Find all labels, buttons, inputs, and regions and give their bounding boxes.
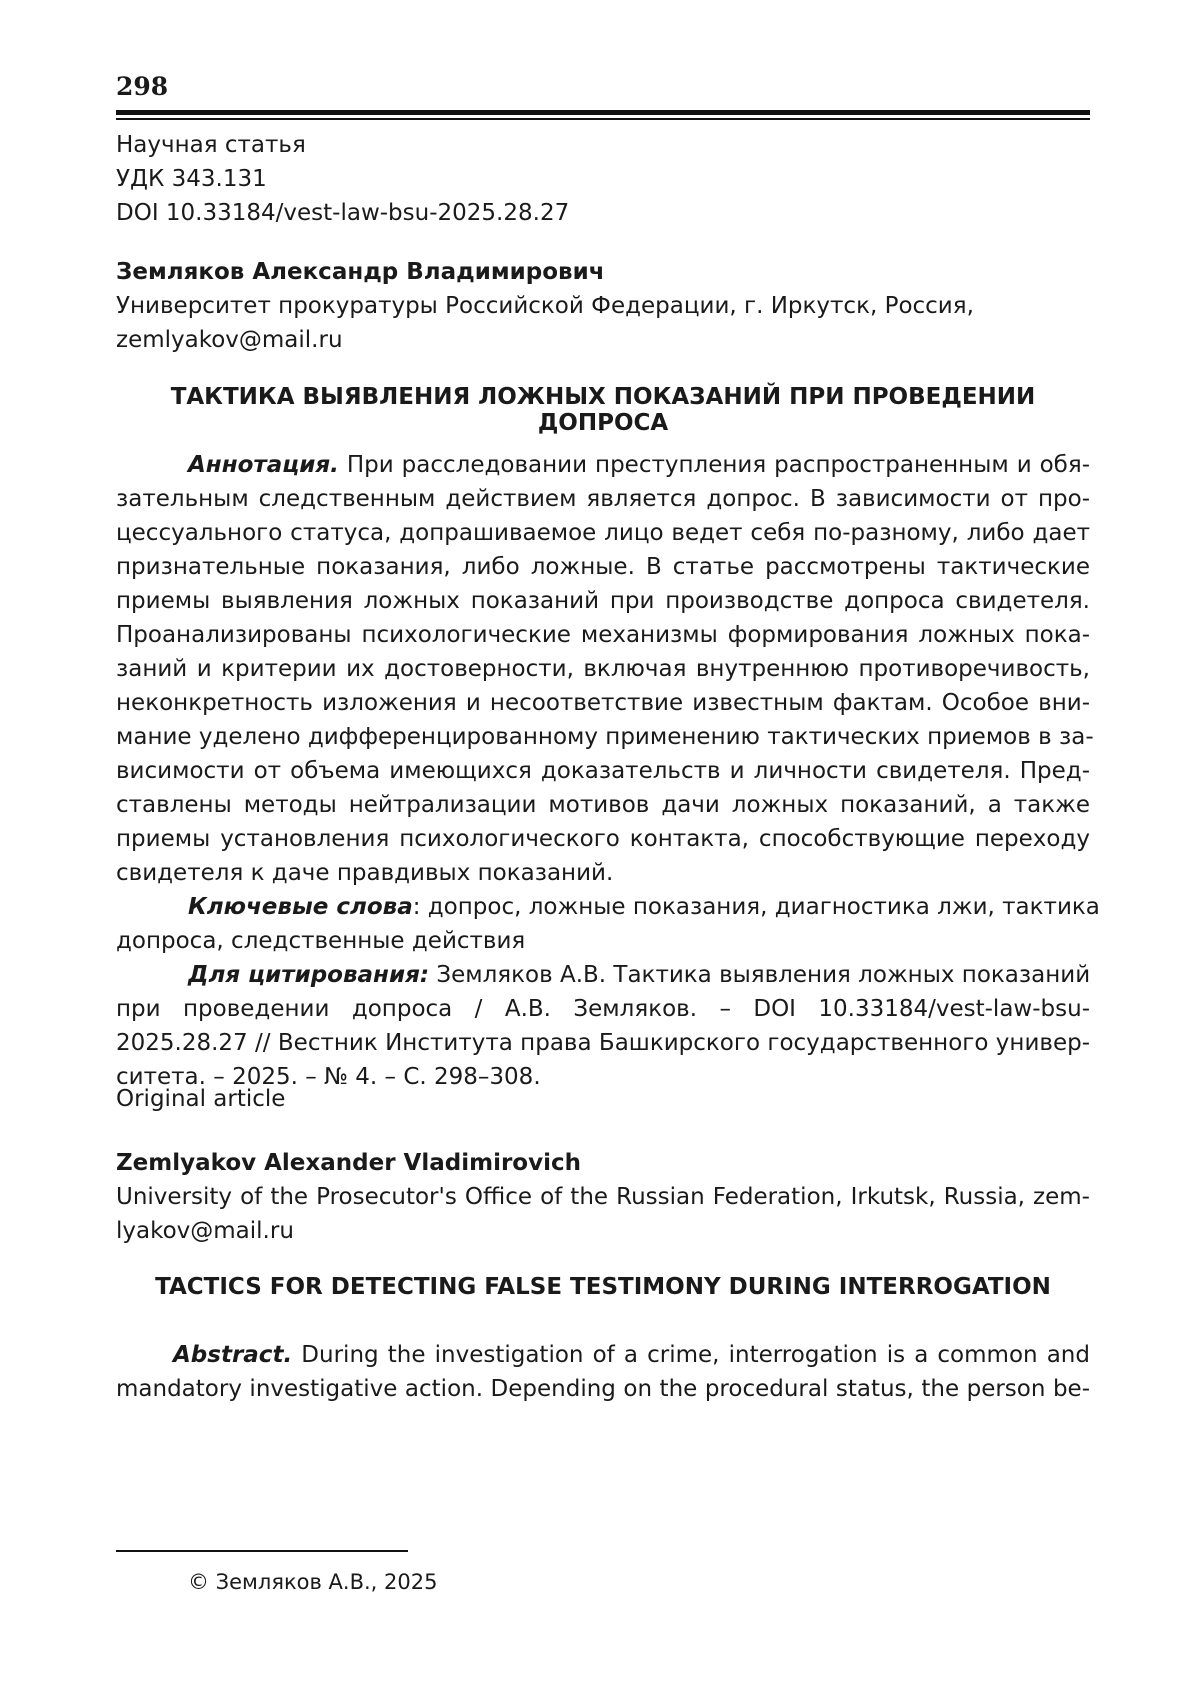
abstract-ru-line: висимости от объема имеющихся доказательств и личности свидетеля. Пред- [116, 758, 1090, 784]
abstract-ru-line: мание уделено дифференцированному применению тактических приемов в за- [116, 724, 1094, 750]
keywords-ru-label: Ключевые слова [188, 894, 413, 920]
citation-ru-line: ситета. – 2025. – № 4. – С. 298–308. [116, 1064, 541, 1090]
abstract-en-line: mandatory investigative action. Depending on the procedural status, the person be- [116, 1376, 1090, 1402]
author-name-ru: Земляков Александр Владимирович [116, 259, 605, 285]
citation-ru: Для цитирования: Земляков А.В. Тактика выявления ложных показаний [188, 962, 1091, 988]
author-block-ru [116, 255, 1090, 357]
article-meta-en [116, 1082, 1090, 1116]
abstract-ru-line: приемы установления психологического контакта, способствующие переходу [116, 826, 1090, 852]
author-affiliation-ru: Университет прокуратуры Российской Федерации, г. Иркутск, Россия, [116, 293, 974, 319]
doi: DOI 10.33184/vest-law-bsu-2025.28.27 [116, 200, 570, 226]
abstract-en [116, 1338, 1090, 1406]
keywords-ru-line2: допроса, следственные действия [116, 928, 526, 954]
abstract-ru-line: признательные показания, либо ложные. В статье рассмотрены тактические [116, 554, 1090, 580]
keywords-ru: Ключевые слова: допрос, ложные показания, диагностика лжи, тактика [188, 894, 1100, 920]
citation-ru-line: 2025.28.27 // Вестник Института права Башкирского государственного универ- [116, 1030, 1090, 1056]
footnote-copyright: © Земляков А.В., 2025 [188, 1570, 438, 1594]
article-title-ru: ТАКТИКА ВЫЯВЛЕНИЯ ЛОЖНЫХ ПОКАЗАНИЙ ПРИ ПРОВЕДЕНИИ ДОПРОСА [170, 384, 1036, 436]
author-affiliation-en: University of the Prosecutor's Office of the Russian Federation, Irkutsk, Russia, zem- [116, 1184, 1090, 1210]
citation-ru-label: Для цитирования: [188, 962, 430, 988]
article-meta-ru [116, 128, 1090, 230]
abstract-ru-line: приемы выявления ложных показаний при производстве допроса свидетеля. [116, 588, 1090, 614]
abstract-ru-label: Аннотация. [188, 452, 339, 478]
author-email-ru: zemlyakov@mail.ru [116, 327, 343, 353]
abstract-en-line: Abstract. During the investigation of a crime, interrogation is a common and [173, 1342, 1090, 1368]
abstract-ru-line: ставлены методы нейтрализации мотивов дачи ложных показаний, а также [116, 792, 1090, 818]
author-affiliation-en-line2: lyakov@mail.ru [116, 1218, 294, 1244]
page-number: 298 [116, 72, 169, 101]
author-block-en [116, 1146, 1090, 1248]
citation-ru-line: при проведении допроса / А.В. Земляков. – DOI 10.33184/vest-law-bsu- [116, 996, 1090, 1022]
article-type-en: Original article [116, 1086, 286, 1112]
header-rule-thin [116, 118, 1090, 120]
abstract-ru-line: свидетеля к даче правдивых показаний. [116, 860, 614, 886]
article-type-ru: Научная статья [116, 132, 306, 158]
abstract-en-label: Abstract. [173, 1342, 293, 1368]
article-title-en: TACTICS FOR DETECTING FALSE TESTIMONY DURING INTERROGATION [155, 1274, 1051, 1300]
abstract-ru-line: Аннотация. При расследовании преступления распространенным и обя- [188, 452, 1090, 478]
header-rule-thick [116, 110, 1090, 115]
udc: УДК 343.131 [116, 166, 267, 192]
page [116, 0, 1100, 1698]
abstract-ru-line: Проанализированы психологические механизмы формирования ложных пока- [116, 622, 1090, 648]
footnote-rule [116, 1550, 408, 1552]
abstract-ru [116, 448, 1100, 1094]
abstract-ru-line: неконкретность изложения и несоответствие известным фактам. Особое вни- [116, 690, 1090, 716]
author-name-en: Zemlyakov Alexander Vladimirovich [116, 1150, 581, 1176]
abstract-ru-line: цессуального статуса, допрашиваемое лицо ведет себя по-разному, либо дает [116, 520, 1090, 546]
abstract-ru-line: заний и критерии их достоверности, включая внутреннюю противоречивость, [116, 656, 1090, 682]
abstract-ru-line: зательным следственным действием является допрос. В зависимости от про- [116, 486, 1090, 512]
